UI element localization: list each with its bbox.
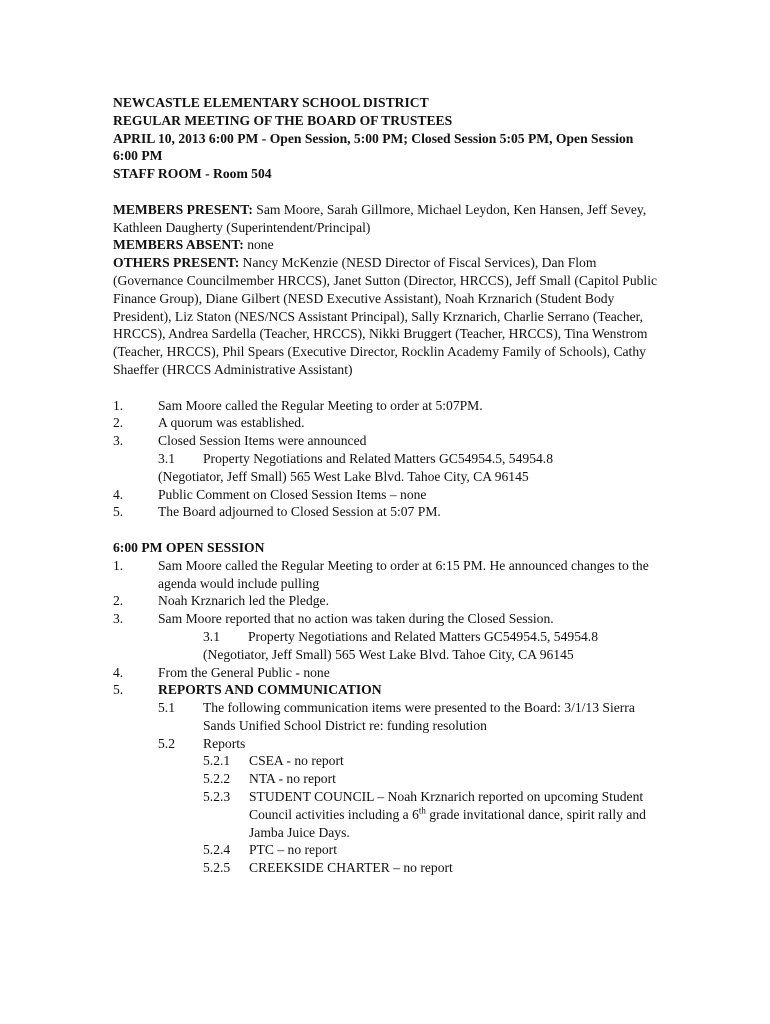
ordinal-suffix: th (418, 805, 426, 816)
sub-item-number: 5.1 (158, 700, 175, 716)
report-item (203, 788, 658, 841)
sub-list (113, 699, 658, 752)
members-present (113, 201, 658, 237)
report-text: NTA - no report (249, 771, 336, 787)
item-text: Closed Session Items were announced (158, 433, 367, 449)
item-number: 2. (113, 593, 124, 609)
item-number: 5. (113, 504, 124, 520)
list-item (113, 681, 658, 699)
report-item (203, 859, 658, 877)
item-number: 4. (113, 486, 124, 502)
sub-item-continued: (Negotiator, Jeff Small) 565 West Lake Blvd. Tahoe City, CA 96145 (158, 468, 529, 484)
others-present-label: OTHERS PRESENT: (113, 255, 240, 271)
members-absent-list: none (243, 237, 274, 253)
item-number: 3. (113, 611, 124, 627)
closed-session-list (113, 397, 658, 522)
item-text: From the General Public - none (158, 664, 330, 680)
members-absent (113, 236, 658, 254)
item-number: 1. (113, 557, 124, 573)
item-number: 1. (113, 397, 124, 413)
item-text: Sam Moore called the Regular Meeting to order at 5:07PM. (158, 397, 483, 413)
district-name: NEWCASTLE ELEMENTARY SCHOOL DISTRICT (113, 95, 429, 110)
sub-item-text: Reports (203, 735, 246, 751)
report-number: 5.2.2 (203, 771, 231, 787)
sub-item-number: 3.1 (158, 450, 175, 466)
sub-item-continued: (Negotiator, Jeff Small) 565 West Lake Blvd. Tahoe City, CA 96145 (203, 646, 574, 662)
sub-item-number: 5.2 (158, 735, 175, 751)
item-text: Noah Krznarich led the Pledge. (158, 593, 329, 609)
item-number: 2. (113, 415, 124, 431)
meeting-date-times: APRIL 10, 2013 6:00 PM - Open Session, 5:00 PM; Closed Session 5:05 PM, Open Session 6:00 PM (113, 130, 634, 164)
list-item (113, 486, 658, 504)
item-text: Sam Moore reported that no action was taken during the Closed Session. (158, 611, 554, 627)
members-present-list: Sam Moore, Sarah Gillmore, Michael Leydon, Ken Hansen, Jeff Sevey, Kathleen Daugherty (Superintendent/Principal) (113, 201, 647, 235)
sub-item-text: The following communication items were presented to the Board: 3/1/13 Sierra Sands Unified School District re: funding resolution (203, 700, 635, 733)
sub-item-number: 3.1 (203, 628, 220, 644)
item-text: Public Comment on Closed Session Items – none (158, 486, 427, 502)
list-item (113, 503, 658, 521)
reports-list (113, 752, 658, 877)
report-text: PTC – no report (249, 842, 337, 858)
report-text: CREEKSIDE CHARTER – no report (249, 860, 453, 876)
list-item (113, 592, 658, 610)
open-session-list (113, 557, 658, 877)
report-text: STUDENT COUNCIL – Noah Krznarich reported on upcoming Student Council activities including a 6th grade invitational dance, spirit rally and Jamba Juice Days. (249, 789, 646, 840)
report-number: 5.2.4 (203, 842, 231, 858)
members-present-label: MEMBERS PRESENT: (113, 201, 253, 217)
sub-item (158, 735, 658, 753)
item-text: Sam Moore called the Regular Meeting to order at 6:15 PM. He announced changes to the agenda would include pulling (158, 557, 649, 591)
sub-item-text: Property Negotiations and Related Matters GC54954.5, 54954.8 (203, 450, 553, 466)
report-item (203, 770, 658, 788)
list-item (113, 432, 658, 450)
meeting-location: STAFF ROOM - Room 504 (113, 166, 272, 182)
others-present-list: Nancy McKenzie (NESD Director of Fiscal Services), Dan Flom (Governance Councilmember HRCCS), Janet Sutton (Director, HRCCS), Jeff Small (Capitol Public Finance Group), Diane Gilbert (NESD Executive Assistant), Noah Krznarich (Student Body President), Liz Staton (NES/NCS Assistant Principal), Sally Krznarich, Charlie Serrano (Teacher, HRCCS), Andrea Sardella (Teacher, HRCCS), Nikki Bruggert (Teacher, HRCCS), Tina Wenstrom (Teacher, HRCCS), Phil Spears (Executive Director, Rocklin Academy Family of Schools), Cathy Shaeffer (HRCCS Administrative Assistant) (113, 255, 658, 377)
report-text: CSEA - no report (249, 753, 344, 769)
report-item (203, 752, 658, 770)
list-item (113, 557, 658, 593)
members-absent-label: MEMBERS ABSENT: (113, 237, 244, 253)
item-number: 5. (113, 682, 124, 698)
report-number: 5.2.1 (203, 753, 231, 769)
report-number: 5.2.5 (203, 860, 231, 876)
item-number: 3. (113, 433, 124, 449)
item-text: REPORTS AND COMMUNICATION (158, 682, 382, 698)
list-item (113, 664, 658, 682)
list-item (113, 414, 658, 432)
sub-item (113, 628, 658, 664)
item-number: 4. (113, 664, 124, 680)
others-present (113, 254, 658, 379)
document-page (113, 94, 658, 877)
meeting-type: REGULAR MEETING OF THE BOARD OF TRUSTEES (113, 112, 453, 128)
report-number: 5.2.3 (203, 789, 231, 805)
list-item (113, 610, 658, 628)
open-session-heading: 6:00 PM OPEN SESSION (113, 539, 265, 555)
sub-item-text: Property Negotiations and Related Matters GC54954.5, 54954.8 (248, 628, 598, 644)
item-text: The Board adjourned to Closed Session at 5:07 PM. (158, 504, 441, 520)
list-item (113, 397, 658, 415)
item-text: A quorum was established. (158, 415, 305, 431)
sub-item (113, 450, 658, 486)
report-item (203, 841, 658, 859)
sub-item (158, 699, 658, 735)
